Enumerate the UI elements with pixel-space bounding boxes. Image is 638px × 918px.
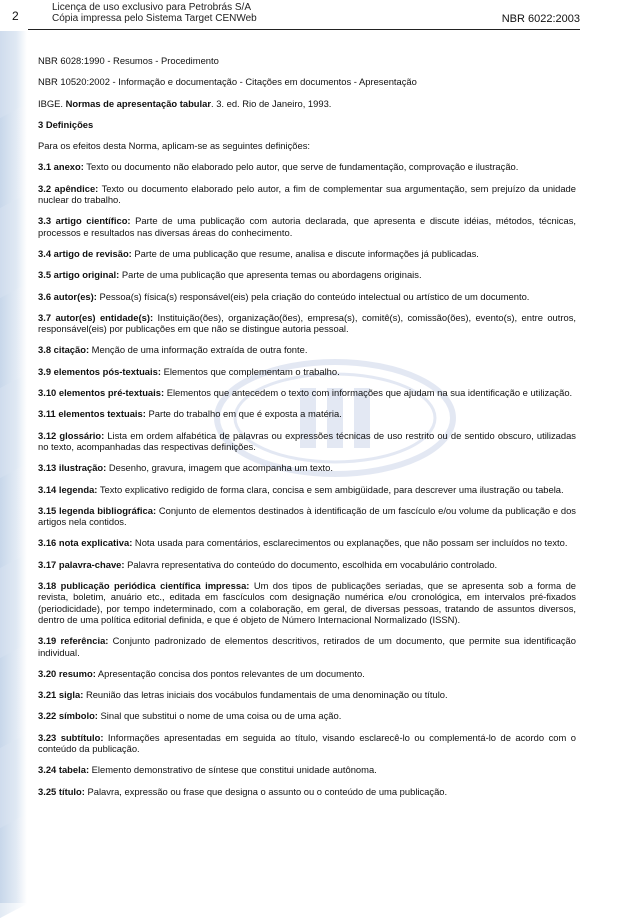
definition-text: Menção de uma informação extraída de outra fonte. [89, 344, 308, 356]
definition-text: Pessoa(s) física(s) responsável(eis) pela criação do conteúdo intelectual ou artístico de um documento. [96, 290, 530, 302]
definition-term: 3.4 artigo de revisão: [38, 247, 132, 259]
definition-item [38, 430, 576, 453]
definition-term: 3.18 publicação periódica científica impressa: [38, 580, 250, 592]
definition-text: Elementos que complementam o trabalho. [160, 365, 340, 377]
definition-term: 3.16 nota explicativa: [38, 537, 133, 549]
definition-item [38, 537, 576, 548]
section-title: 3 Definições [38, 118, 94, 130]
definition-term: 3.11 elementos textuais: [38, 408, 146, 420]
definition-item [38, 269, 576, 280]
definition-text: Parte de uma publicação que apresenta temas ou abordagens originais. [119, 269, 422, 281]
definition-term: 3.14 legenda: [38, 483, 98, 495]
definition-item [38, 710, 576, 721]
definition-term: 3.5 artigo original: [38, 269, 120, 281]
license-line-2: Cópia impressa pelo Sistema Target CENWeb [52, 13, 257, 24]
definition-item [38, 484, 576, 495]
definition-text: Parte de uma publicação que resume, analisa e discute informações já publicadas. [131, 247, 479, 259]
definition-text: Parte de uma publicação com autoria declarada, que apresenta e discute idéias, métodos, técnicas, processos e resultados nas diversas áreas do conhecimento. [38, 215, 576, 238]
definition-term: 3.12 glossário: [38, 429, 105, 441]
section-intro: Para os efeitos desta Norma, aplicam-se as seguintes definições: [38, 140, 311, 152]
ibge-title: Normas de apresentação tabular [65, 97, 211, 109]
definition-term: 3.7 autor(es) entidade(s): [38, 311, 154, 323]
document-code: NBR 6022:2003 [501, 13, 580, 25]
definition-text: Sinal que substitui o nome de uma coisa ou de uma ação. [97, 710, 342, 722]
definition-text: Palavra, expressão ou frase que designa o assunto ou o conteúdo de uma publicação. [84, 785, 448, 797]
definition-text: Reunião das letras iniciais dos vocábulos fundamentais de uma denominação ou título. [83, 689, 448, 701]
definition-item [38, 559, 576, 570]
definition-text: Informações apresentadas em seguida ao título, visando esclarecê-lo ou complementá-lo de acordo com o conteúdo da publicação. [38, 731, 576, 754]
definition-item [38, 732, 576, 755]
definition-item [38, 344, 576, 355]
definition-term: 3.20 resumo: [38, 667, 96, 679]
definition-item [38, 248, 576, 259]
definition-term: 3.19 referência: [38, 635, 109, 647]
definition-text: Parte do trabalho em que é exposta a matéria. [145, 408, 342, 420]
definition-item [38, 580, 576, 625]
definition-item [38, 291, 576, 302]
definition-item [38, 668, 576, 679]
definition-term: 3.3 artigo científico: [38, 215, 131, 227]
ibge-rest: . 3. ed. Rio de Janeiro, 1993. [211, 97, 332, 109]
definition-item [38, 786, 576, 797]
reference-item: NBR 10520:2002 - Informação e documentação - Citações em documentos - Apresentação [38, 76, 417, 88]
definition-term: 3.9 elementos pós-textuais: [38, 365, 161, 377]
definition-item [38, 462, 576, 473]
definition-term: 3.21 sigla: [38, 689, 84, 701]
definition-term: 3.1 anexo: [38, 161, 84, 173]
license-notice [52, 2, 257, 24]
definition-term: 3.13 ilustração: [38, 462, 107, 474]
definition-term: 3.8 citação: [38, 344, 90, 356]
header-rule [28, 29, 580, 30]
reference-item: NBR 6028:1990 - Resumos - Procedimento [38, 55, 219, 66]
definitions-list [38, 161, 576, 796]
definition-item [38, 408, 576, 419]
definition-item [38, 312, 576, 335]
left-margin-band [0, 31, 27, 903]
definition-item [38, 215, 576, 238]
definition-term: 3.17 palavra-chave: [38, 558, 125, 570]
page-number: 2 [12, 9, 19, 23]
definition-item [38, 387, 576, 398]
definition-text: Lista em ordem alfabética de palavras ou expressões técnicas de uso restrito ou de sentido obscuro, utilizadas no texto, acompanhadas das respectivas definições. [38, 429, 576, 452]
definition-item [38, 183, 576, 206]
definition-text: Um dos tipos de publicações seriadas, que se apresenta sob a forma de revista, boletim, anuário etc., editada em fascículos com designação numérica e/ou cronológica, em intervalos pré-fixados (periodicidade), por tempo indeterminado, com a colaboração, em geral, de diversas pessoas, tratando de assuntos diversos, dentro de uma política editorial definida, e que é objeto de Número Internacional Normalizado (ISSN). [38, 580, 576, 625]
definition-text: Instituição(ões), organização(ões), empresa(s), comitê(s), comissão(ões), evento(s), entre outros, responsável(eis) por publicações em que não se distingue autoria pessoal. [38, 311, 576, 335]
definition-item [38, 161, 576, 172]
definition-term: 3.6 autor(es): [38, 290, 97, 302]
definition-text: Nota usada para comentários, esclarecimentos ou explanações, que não possam ser incluídos no texto. [132, 537, 568, 549]
definition-text: Texto ou documento não elaborado pelo autor, que serve de fundamentação, comprovação e ilustração. [83, 161, 519, 173]
definition-item [38, 689, 576, 700]
definition-item [38, 635, 576, 658]
definition-text: Conjunto de elementos destinados à identificação de um fascículo e/ou volume da publicação e dos artigos nela contidos. [38, 504, 576, 528]
definition-text: Desenho, gravura, imagem que acompanha um texto. [106, 462, 333, 474]
definition-text: Elementos que antecedem o texto com informações que ajudam na sua identificação e utilização. [164, 387, 573, 399]
definition-text: Texto explicativo redigido de forma clara, concisa e sem ambigüidade, para descrever uma ilustração ou tabela. [97, 483, 564, 495]
definition-text: Texto ou documento elaborado pelo autor, a fim de complementar sua argumentação, sem prejuízo da unidade nuclear do trabalho. [38, 182, 576, 206]
definition-term: 3.22 símbolo: [38, 710, 98, 722]
definition-text: Conjunto padronizado de elementos descritivos, retirados de um documento, que permite sua identificação individual. [38, 635, 576, 658]
definition-term: 3.25 título: [38, 785, 85, 797]
definition-text: Elemento demonstrativo de síntese que constitui unidade autônoma. [89, 764, 377, 776]
definition-term: 3.2 apêndice: [38, 182, 99, 194]
definition-term: 3.10 elementos pré-textuais: [38, 387, 165, 399]
definition-item [38, 366, 576, 377]
definition-term: 3.24 tabela: [38, 764, 90, 776]
definition-term: 3.15 legenda bibliográfica: [38, 504, 157, 516]
definition-term: 3.23 subtítulo: [38, 731, 104, 743]
document-body [38, 55, 576, 807]
definition-text: Palavra representativa do conteúdo do documento, escolhida em vocabulário controlado. [124, 558, 498, 570]
definition-item [38, 764, 576, 775]
license-line-1: Licença de uso exclusivo para Petrobrás S/A [52, 2, 251, 13]
ibge-prefix: IBGE. [38, 97, 64, 109]
definition-text: Apresentação concisa dos pontos relevantes de um documento. [95, 667, 365, 679]
reference-item-ibge [38, 98, 576, 109]
definition-item [38, 505, 576, 528]
